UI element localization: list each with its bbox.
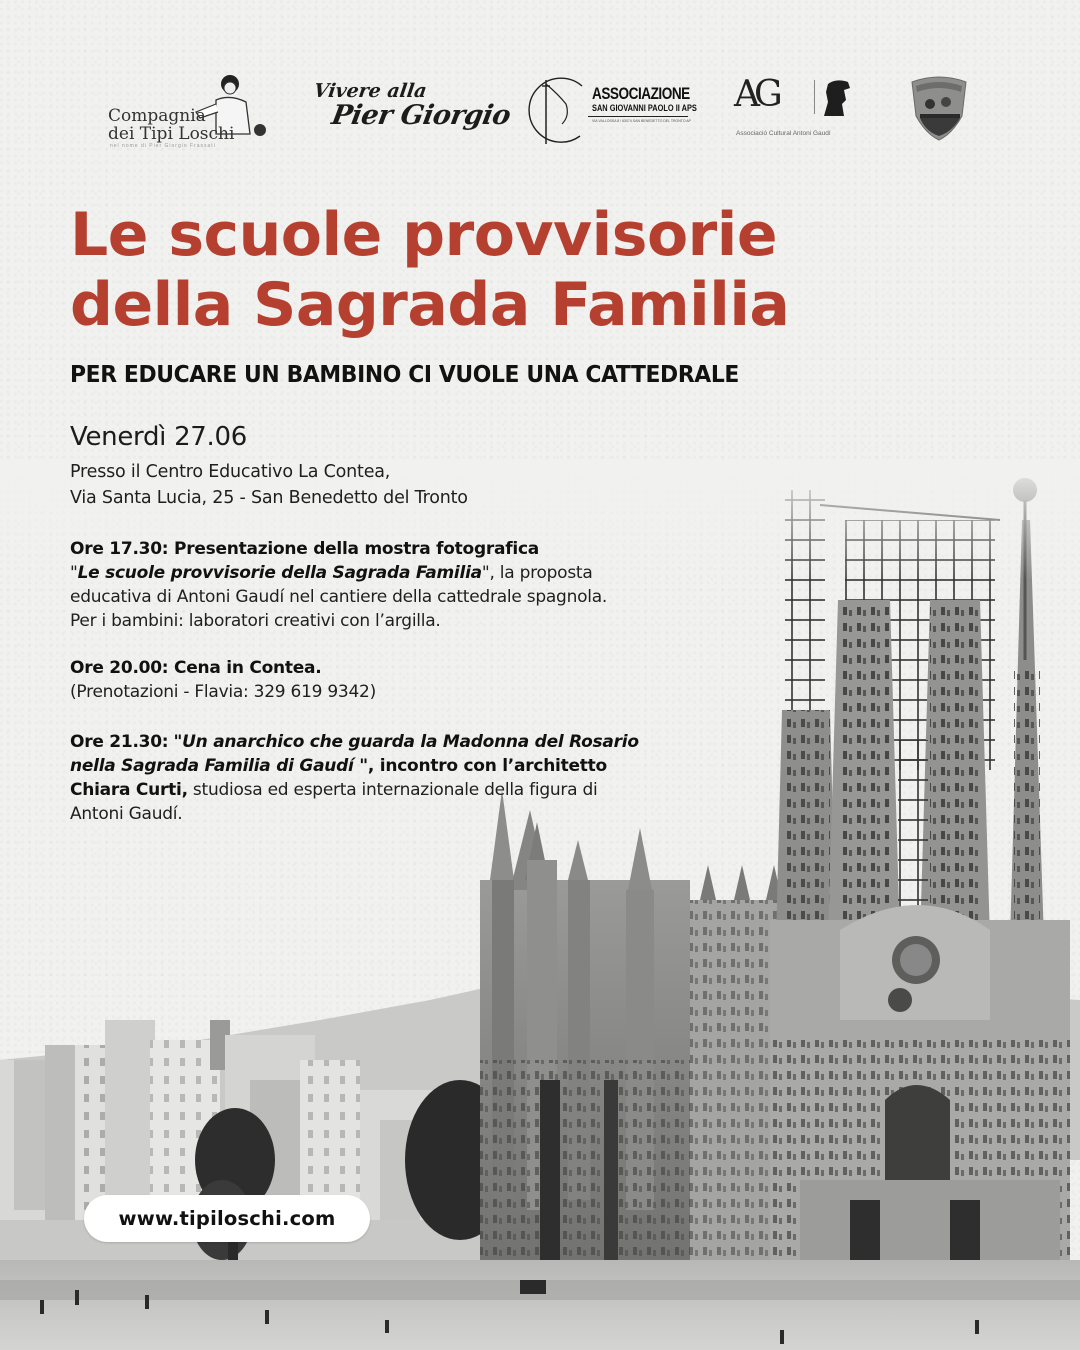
program-1-after-quote: , la proposta <box>489 563 593 583</box>
cathedral-left-spires <box>480 790 690 1300</box>
logo-gaudi-divider <box>814 80 815 114</box>
logo-gaudi-caption: Associació Cultural Antoni Gaudí <box>736 130 831 137</box>
event-title <box>70 200 950 340</box>
logo-opera-chesterton <box>906 72 972 142</box>
logo-asso-line2: SAN GIOVANNI PAOLO II APS <box>592 103 697 114</box>
event-subtitle: PER EDUCARE UN BAMBINO CI VUOLE UNA CATTEDRALE <box>70 360 739 388</box>
program-3-quote-line1: "Un anarchico che guarda la Madonna del Rosario <box>173 732 639 752</box>
address-line-1: Presso il Centro Educativo La Contea, <box>70 462 391 482</box>
program-1-line4: Per i bambini: laboratori creativi con l’argilla. <box>70 611 441 631</box>
program-2-time: Ore 20.00: Cena in Contea. <box>70 658 322 678</box>
logo-tipi-line2: dei Tipi Loschi <box>108 124 235 144</box>
program-2-booking: (Prenotazioni - Flavia: 329 619 9342) <box>70 682 377 702</box>
shield-badge-icon <box>906 72 972 142</box>
event-date: Venerdì 27.06 <box>70 422 247 452</box>
address-line-2: Via Santa Lucia, 25 - San Benedetto del Tronto <box>70 488 468 508</box>
logo-asso-address: VIA VALLOSSA 8 / 63074 SAN BENEDETTO DEL TRONTO AP <box>592 119 692 123</box>
program-1-quote-open: " <box>70 563 78 583</box>
logo-vivere-line1: Vivere alla <box>312 80 429 102</box>
cathedral-facade <box>770 905 1070 1300</box>
title-line-2: della Sagrada Familia <box>70 270 790 340</box>
logo-associacio-cultural-antoni-gaudi <box>732 76 862 142</box>
logo-gaudi-mark: AG <box>734 74 777 115</box>
partner-logos <box>100 68 980 148</box>
logo-asso-line1: ASSOCIAZIONE <box>592 84 690 103</box>
pope-silhouette-icon <box>524 74 590 146</box>
program-3-line4: Antoni Gaudí. <box>70 804 183 824</box>
event-address <box>70 459 468 511</box>
program-3-speaker: Chiara Curti, <box>70 780 188 800</box>
logo-compagnia-tipi-loschi <box>108 72 268 148</box>
program-item-1730 <box>70 537 730 633</box>
program-3-speaker-desc: studiosa ed esperta internazionale della figura di <box>187 780 598 800</box>
program-1-time: Ore 17.30: Presentazione della mostra fotografica <box>70 539 540 559</box>
program-item-2000 <box>70 656 730 704</box>
logo-vivere-line2: Pier Giorgio <box>329 100 513 131</box>
title-line-1: Le scuole provvisorie <box>70 200 778 270</box>
logo-associazione-san-giovanni-paolo <box>524 74 697 146</box>
website-link[interactable]: www.tipiloschi.com <box>84 1195 370 1242</box>
program-3-after-quote: , incontro con l’architetto <box>367 756 607 776</box>
logo-tipi-tagline: nel nome di Pier Giorgio Frassati <box>110 143 216 149</box>
gaudi-silhouette-icon <box>820 78 856 118</box>
program-3-time: Ore 21.30: <box>70 732 169 752</box>
program-item-2130 <box>70 730 730 826</box>
logo-asso-divider <box>588 116 688 117</box>
program-1-line3: educativa di Antoni Gaudí nel cantiere della cattedrale spagnola. <box>70 587 608 607</box>
program-1-quote-close: " <box>481 563 490 583</box>
logo-vivere-alla-pier-giorgio <box>308 80 513 140</box>
plaza-ground <box>0 1260 1080 1350</box>
program-3-quote-line2: nella Sagrada Familia di Gaudí " <box>70 756 368 776</box>
logo-tipi-line1: Compagnia <box>108 106 206 126</box>
program-1-quote-title: Le scuole provvisorie della Sagrada Familia <box>77 563 482 583</box>
